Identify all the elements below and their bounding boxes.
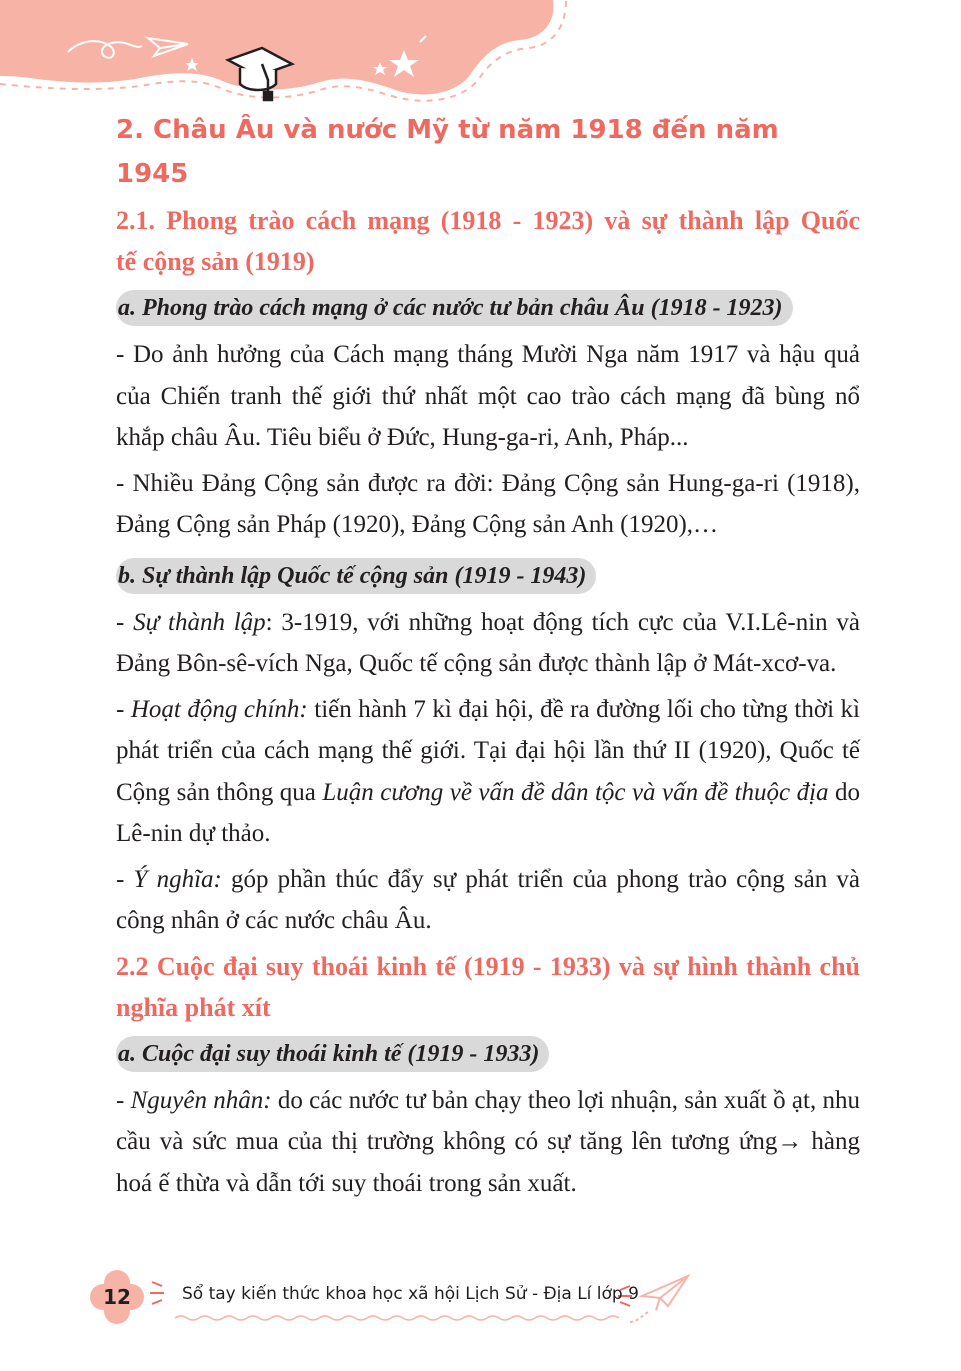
text-founding: : 3-1919, với những hoạt động tích cực của V.I.Lê-nin và Đảng Bôn-sê-vích Nga, Quốc tế cộng sản được thành lập ở Mát-xcơ-va.	[116, 608, 861, 677]
paragraph-significance	[116, 859, 860, 942]
heading-b-comintern: b. Sự thành lập Quốc tế cộng sản (1919 - 1943)	[116, 558, 596, 594]
left-dash-marks	[150, 1282, 164, 1304]
footer-wavy-line	[175, 1316, 619, 1320]
paragraph-founding	[116, 602, 860, 685]
paragraph-parties: - Nhiều Đảng Cộng sản được ra đời: Đảng Cộng sản Hung-ga-ri (1918), Đảng Cộng sản Pháp (1920), Đảng Cộng sản Anh (1920),…	[116, 469, 860, 538]
text-theses-title: Luận cương về vấn đề dân tộc và vấn đề thuộc địa	[322, 778, 829, 806]
section-title: 2. Châu Âu và nước Mỹ từ năm 1918 đến năm 1945	[116, 115, 779, 189]
page-number: 12	[103, 1285, 131, 1309]
subsection-title-line-1: 2.1. Phong trào cách mạng (1918 - 1923) và sự thành lập Quốc	[116, 206, 860, 235]
paragraph-activities	[116, 689, 860, 855]
subsection-title-line-2: tế cộng sản (1919)	[116, 247, 315, 276]
text-activities-1: tiến hành 7 kì đại hội, đề ra đường lối cho từng thời kì phát triển của cách mạng thế giới. Tại đại hội lần thứ II (1920), Quốc tế Cộng sản thông qua	[116, 695, 860, 806]
text-causes: do các nước tư bản chạy theo lợi nhuận, sản xuất ồ ạt, nhu cầu và sức mua của thị trường không có sự tăng lên tương ứng→ hàng hoá ế thừa và dẫn tới suy thoái trong sản xuất.	[116, 1086, 860, 1197]
subsection-title-2-1	[116, 200, 860, 282]
paragraph-causes	[116, 1080, 860, 1205]
label-causes: - Nguyên nhân:	[116, 1086, 272, 1114]
heading-a-depression: a. Cuộc đại suy thoái kinh tế (1919 - 1933)	[116, 1036, 549, 1072]
subsection-title-2-2: 2.2 Cuộc đại suy thoái kinh tế (1919 - 1933) và sự hình thành chủ nghĩa phát xít	[116, 951, 860, 1022]
book-title: Sổ tay kiến thức khoa học xã hội Lịch Sử - Địa Lí lớp 9	[182, 1284, 639, 1304]
heading-a-revolution: a. Phong trào cách mạng ở các nước tư bản châu Âu (1918 - 1923)	[116, 290, 793, 326]
paragraph-influence: - Do ảnh hưởng của Cách mạng tháng Mười Nga năm 1917 và hậu quả của Chiến tranh thế giới thứ nhất một cao trào cách mạng đã bùng nổ khắp châu Âu. Tiêu biểu ở Đức, Hung-ga-ri, Anh, Pháp...	[116, 341, 860, 451]
label-activities: - Hoạt động chính:	[116, 695, 308, 723]
label-founding: - Sự thành lập	[116, 608, 266, 636]
text-activities-2: do Lê-nin dự thảo.	[116, 778, 861, 847]
text-significance: góp phần thúc đẩy sự phát triển của phong trào cộng sản và công nhân ở các nước châu Âu.	[116, 865, 860, 934]
page-content	[116, 108, 860, 1208]
label-significance: - Ý nghĩa:	[116, 865, 222, 893]
